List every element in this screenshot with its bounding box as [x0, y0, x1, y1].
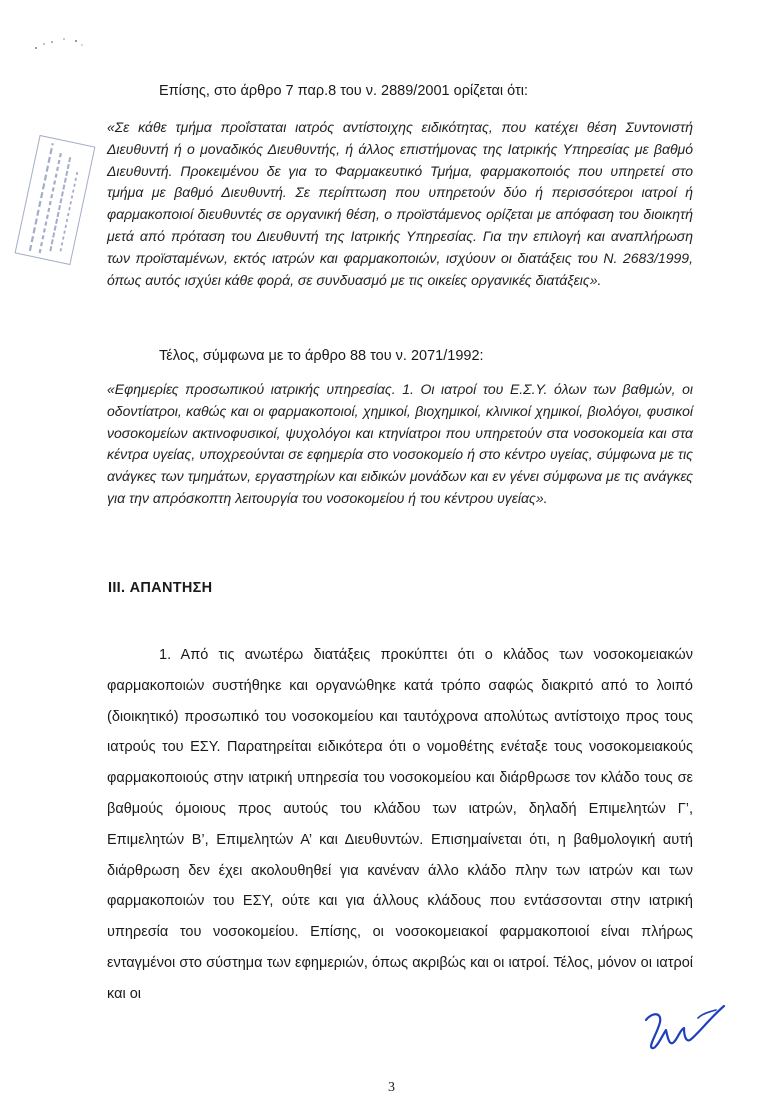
intro-line-article-7: Επίσης, στο άρθρο 7 παρ.8 του ν. 2889/2001 ορίζεται ότι: [159, 83, 529, 99]
faded-stamp [0, 120, 110, 280]
quote-article-7: «Σε κάθε τμήμα προΐσταται ιατρός αντίστοιχης ειδικότητας, που κατέχει θέση Συντονιστή Διευθυντή ή ο μοναδικός Διευθυντής, ή άλλος επιστήμονας της Ιατρικής Υπηρεσίας με βαθμό Διευθυντή. Προκειμένου δε για το Φαρμακευτικό Τμήμα, φαρμακοποιός που υπηρετεί στο τμήμα με βαθμό Διευθυντή. Σε περίπτωση που υπηρετούν δύο ή περισσότεροι ιατροί ή φαρμακοποιοί διευθυντές σε οργανική θέση, ο προϊστάμενος ορίζεται με απόφαση του διοικητή μετά από πρόταση του Διευθυντή της Ιατρικής Υπηρεσίας. Για την επιλογή και αναπλήρωση των προϊσταμένων, εκτός ιατρών και φαρμακοποιών, ισχύουν οι διατάξεις του Ν. 2683/1999, όπως αυτός ισχύει κάθε φορά, σε συνδυασμό με τις οικείες οργανικές διατάξεις». [107, 119, 693, 288]
answer-paragraph-1: 1. Από τις ανωτέρω διατάξεις προκύπτει ότι ο κλάδος των νοσοκομειακών φαρμακοποιών συστήθηκε και οργανώθηκε κατά τρόπο σαφώς διακριτό από το λοιπό (διοικητικό) προσωπικό του νοσοκομείου και ταυτόχρονα απολύτως αντίστοιχο προς τους ιατρούς του ΕΣΥ. Παρατηρείται ειδικότερα ότι ο νομοθέτης ενέταξε τους νοσοκομειακούς φαρμακοποιούς στην ιατρική υπηρεσία του νοσοκομείου και διάρθρωσε τον κλάδο τους σε βαθμούς όμοιους προς αυτούς του κλάδου των ιατρών, δηλαδή Επιμελητών Γ’, Επιμελητών Β’, Επιμελητών Α’ και Διευθυντών. Επισημαίνεται ότι, η βαθμολογική αυτή διάρθρωση δεν έχει ακολουθηθεί για κανέναν άλλο κλάδο πλην των ιατρών και των φαρμακοποιών του ΕΣΥ, ούτε και για άλλους κλάδους που εντάσσονται στην ιατρική υπηρεσία του νοσοκομείου. Επίσης, οι νοσοκομειακοί φαρμακοποιοί είναι πλήρως ενταγμένοι στο σύστημα των εφημεριών, όπως ακριβώς και οι ιατροί. Τέλος, μόνον οι ιατροί και οι [107, 647, 693, 1002]
quote-article-88: «Εφημερίες προσωπικού ιατρικής υπηρεσίας. 1. Οι ιατροί του Ε.Σ.Υ. όλων των βαθμών, οι οδοντίατροι, καθώς και οι φαρμακοποιοί, χημικοί, βιοχημικοί, κλινικοί χημικοί, βιολόγοι, φυσικοί νοσοκομείων ακτινοφυσικοί, ψυχολόγοι και κτηνίατροι που υπηρετούν στα νοσοκομεία και στα κέντρα υγείας, υποχρεούνται σε εφημερία στο νοσοκομείο ή στο κέντρο υγείας, σύμφωνα με τις ανάγκες των τμημάτων, εργαστηρίων και ειδικών μονάδων και εν γένει σύμφωνα με τις ανάγκες για την απρόσκοπτη λειτουργία του νοσοκομείου ή του κέντρου υγείας». [107, 381, 693, 506]
scan-specks [30, 30, 90, 60]
page-number: 3 [388, 1080, 395, 1095]
intro-line-article-88: Τέλος, σύμφωνα με το άρθρο 88 του ν. 2071/1992: [159, 348, 484, 364]
handwritten-initials-signature [638, 1000, 728, 1052]
section-heading: III. ΑΠΑΝΤΗΣΗ [108, 580, 213, 596]
